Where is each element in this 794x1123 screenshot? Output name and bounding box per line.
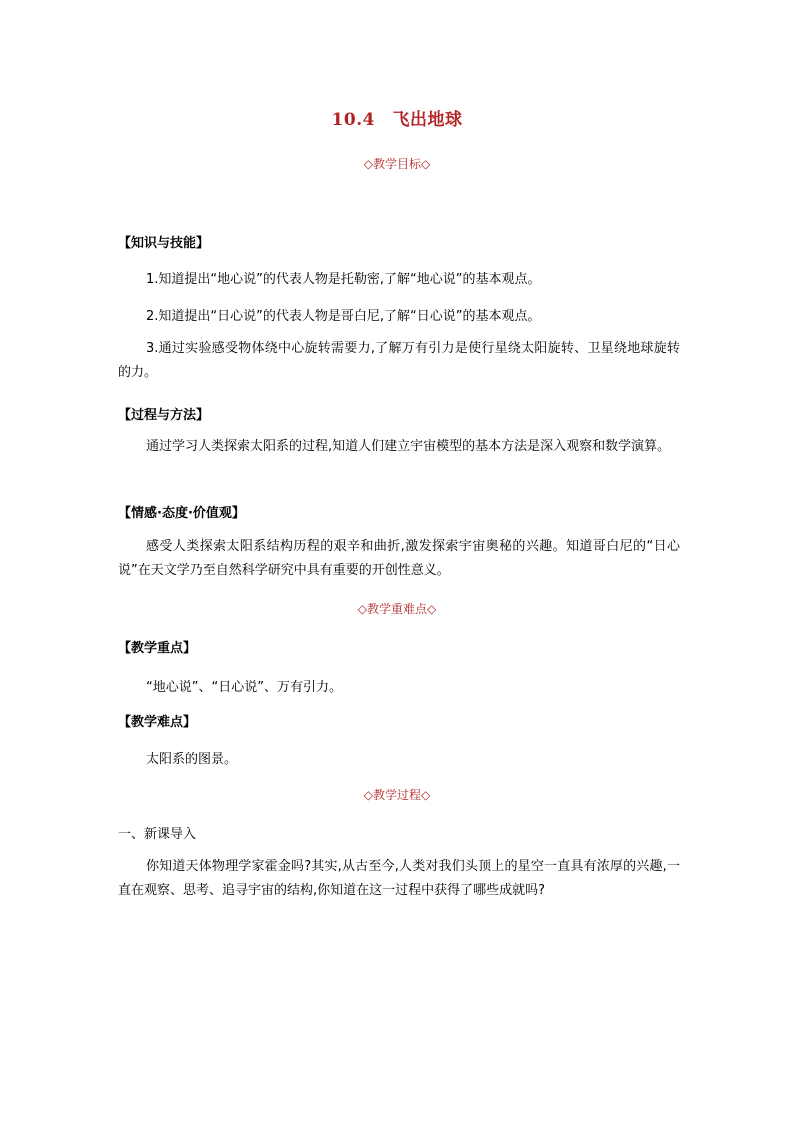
section-heading-process: ◇教学过程◇: [363, 788, 431, 802]
label-knowledge: 【知识与技能】: [118, 236, 210, 251]
knowledge-item-3: 3.通过实验感受物体绕中心旋转需要力,了解万有引力是使行星绕太阳旋转、卫星绕地球旋转的力。: [118, 341, 680, 380]
page-title: 10.4 飞出地球: [331, 110, 463, 130]
section-heading-objectives: ◇教学目标◇: [363, 157, 431, 171]
label-intro: 一、新课导入: [118, 827, 197, 842]
knowledge-item-2: 2.知道提出“日心说”的代表人物是哥白尼,了解“日心说”的基本观点。: [146, 309, 541, 324]
intro-text: 你知道天体物理学家霍金吗?其实,从古至今,人类对我们头顶上的星空一直具有浓厚的兴趣,一直在观察、思考、追寻宇宙的结构,你知道在这一过程中获得了哪些成就吗?: [118, 859, 680, 898]
label-process-method: 【过程与方法】: [118, 408, 210, 423]
difficulty-text: 太阳系的图景。: [146, 752, 238, 767]
focus-text: “地心说”、“日心说”、万有引力。: [146, 680, 342, 695]
process-method-text: 通过学习人类探索太阳系的过程,知道人们建立宇宙模型的基本方法是深入观察和数学演算。: [146, 439, 671, 454]
emotion-text: 感受人类探索太阳系结构历程的艰辛和曲折,激发探索宇宙奥秘的兴趣。知道哥白尼的“日心说”在天文学乃至自然科学研究中具有重要的开创性意义。: [118, 539, 680, 578]
label-focus: 【教学重点】: [118, 641, 197, 656]
label-difficulty: 【教学难点】: [118, 715, 197, 730]
knowledge-item-1: 1.知道提出“地心说”的代表人物是托勒密,了解“地心说”的基本观点。: [146, 272, 541, 287]
section-heading-key-points: ◇教学重难点◇: [357, 602, 437, 616]
label-emotion: 【情感·态度·价值观】: [118, 506, 245, 521]
